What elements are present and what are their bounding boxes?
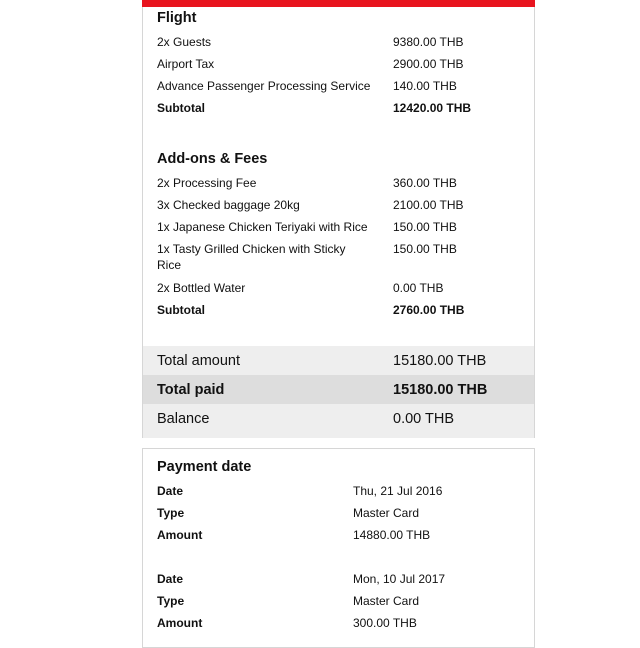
date-label: Date (157, 484, 184, 498)
addons-section-title: Add-ons & Fees (157, 151, 268, 167)
payment-card (142, 448, 535, 648)
booking-summary-card (142, 0, 535, 438)
balance-row (143, 404, 534, 438)
total-amount-row (143, 346, 534, 375)
item-value: 0.00 THB (393, 281, 444, 295)
item-value: 2900.00 THB (393, 57, 464, 71)
item-label: 2x Bottled Water (157, 281, 246, 295)
type-value: Master Card (353, 506, 420, 520)
subtotal-value: 2760.00 THB (393, 303, 465, 317)
balance-value: 0.00 THB (393, 411, 454, 427)
subtotal-value: 12420.00 THB (393, 101, 472, 115)
item-label: Advance Passenger Processing Service (157, 79, 371, 93)
total-amount-label: Total amount (157, 353, 241, 369)
total-paid-value: 15180.00 THB (393, 382, 488, 398)
item-value: 2100.00 THB (393, 198, 464, 212)
amount-label: Amount (157, 616, 203, 630)
total-paid-label: Total paid (157, 382, 225, 398)
item-value: 150.00 THB (393, 220, 457, 234)
subtotal-label: Subtotal (157, 101, 205, 115)
item-label: 3x Checked baggage 20kg (157, 198, 300, 212)
item-value: 360.00 THB (393, 176, 457, 190)
item-label: 2x Processing Fee (157, 176, 257, 190)
amount-label: Amount (157, 528, 203, 542)
type-label: Type (157, 594, 185, 608)
subtotal-label: Subtotal (157, 303, 205, 317)
balance-label: Balance (157, 411, 210, 427)
payment-section-title: Payment date (157, 459, 252, 475)
item-label: 1x Japanese Chicken Teriyaki with Rice (157, 220, 368, 234)
item-label: Airport Tax (157, 57, 215, 71)
type-value: Master Card (353, 594, 420, 608)
item-label: 1x Tasty Grilled Chicken with Sticky Rice (157, 242, 346, 272)
amount-value: 300.00 THB (353, 616, 417, 630)
item-value: 140.00 THB (393, 79, 457, 93)
total-paid-row (143, 375, 534, 404)
accent-bar (142, 0, 535, 7)
total-amount-value: 15180.00 THB (393, 353, 487, 369)
type-label: Type (157, 506, 185, 520)
date-label: Date (157, 572, 184, 586)
item-value: 9380.00 THB (393, 35, 464, 49)
item-value: 150.00 THB (393, 242, 457, 256)
flight-section-title: Flight (157, 10, 197, 26)
amount-value: 14880.00 THB (353, 528, 431, 542)
item-label: 2x Guests (157, 35, 212, 49)
date-value: Thu, 21 Jul 2016 (353, 484, 443, 498)
date-value: Mon, 10 Jul 2017 (353, 572, 446, 586)
